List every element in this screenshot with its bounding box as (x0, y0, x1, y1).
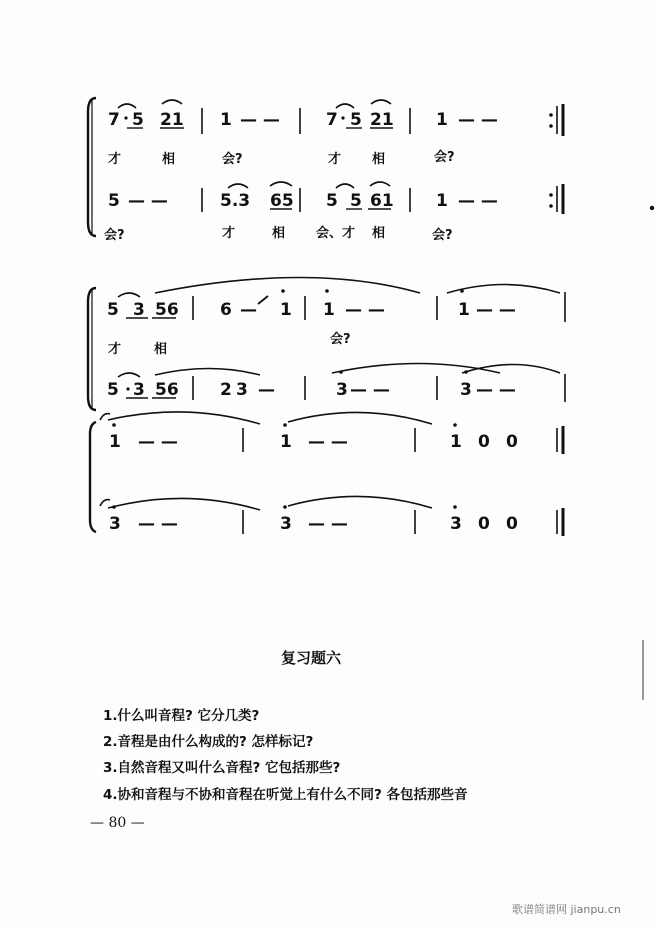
note: 3 (336, 380, 348, 400)
lyric: 才 (222, 226, 236, 241)
section-title: 复习题六 (281, 649, 342, 667)
note: 3 (450, 514, 462, 534)
note: 1 (450, 432, 462, 452)
dash: — — (476, 300, 516, 320)
note: 3 (280, 514, 292, 534)
note: 2 (220, 380, 232, 400)
lyric: 会、才 (316, 226, 356, 241)
note: 56 (155, 300, 179, 320)
note: 5 (132, 110, 144, 130)
watermark: 歌谱简谱网 jianpu.cn (512, 903, 621, 916)
note: 1 (280, 300, 292, 320)
dash: — — (128, 191, 168, 211)
note: 3 (133, 300, 145, 320)
note: 21 (160, 110, 184, 130)
note: 5.3 (220, 191, 251, 211)
note: 7 (108, 110, 120, 130)
lyric: 才 (108, 152, 122, 167)
note: 1 (220, 110, 232, 130)
lyric: 相 (272, 226, 286, 241)
dash: — — (345, 300, 385, 320)
rest: 0 (506, 432, 518, 452)
note: 1 (436, 110, 448, 130)
lyric: 会? (432, 228, 453, 243)
lyric: 相 (154, 342, 168, 357)
page-number: — 80 — (90, 815, 145, 831)
lyric: 相 (162, 152, 176, 167)
note: 3 (109, 514, 121, 534)
note: 1 (458, 300, 470, 320)
dash: — — (138, 514, 178, 534)
note: 5 (107, 300, 119, 320)
rest: 0 (506, 514, 518, 534)
note: 5 (107, 380, 119, 400)
dash: — — (458, 110, 498, 130)
note: 65 (270, 191, 294, 211)
dash: — (258, 380, 275, 400)
note: 3 (236, 380, 248, 400)
note: 56 (155, 380, 179, 400)
note: 6 (220, 300, 232, 320)
lyric: 会? (434, 150, 455, 165)
note: 1 (323, 300, 335, 320)
note: 5 (350, 191, 362, 211)
note: 5 (326, 191, 338, 211)
note: 5 (350, 110, 362, 130)
note: 61 (370, 191, 394, 211)
note: 5 (108, 191, 120, 211)
question-1: 1.什么叫音程? 它分几类? (103, 708, 260, 724)
note: 3 (460, 380, 472, 400)
dash: — — (350, 380, 390, 400)
lyric: 才 (108, 342, 122, 357)
note: 21 (370, 110, 394, 130)
note: 1 (109, 432, 121, 452)
note: 7 (326, 110, 338, 130)
rest: 0 (478, 514, 490, 534)
dash: — — (138, 432, 178, 452)
question-4: 4.协和音程与不协和音程在听觉上有什么不同? 各包括那些音 (103, 787, 468, 803)
lyric: 相 (372, 152, 386, 167)
rest: 0 (478, 432, 490, 452)
dash: — (240, 300, 257, 320)
lyric: 会? (222, 152, 243, 167)
lyric: 相 (372, 226, 386, 241)
lyric: 才 (328, 152, 342, 167)
dash: — — (240, 110, 280, 130)
dash: — — (308, 514, 348, 534)
note: 1 (280, 432, 292, 452)
lyric: 会? (330, 332, 351, 347)
note: 3 (133, 380, 145, 400)
dash: — — (458, 191, 498, 211)
note: 1 (436, 191, 448, 211)
dash: — — (308, 432, 348, 452)
lyric: 会? (104, 228, 125, 243)
question-3: 3.自然音程又叫什么音程? 它包括那些? (103, 760, 341, 776)
dash: — — (476, 380, 516, 400)
question-2: 2.音程是由什么构成的? 怎样标记? (103, 734, 314, 750)
